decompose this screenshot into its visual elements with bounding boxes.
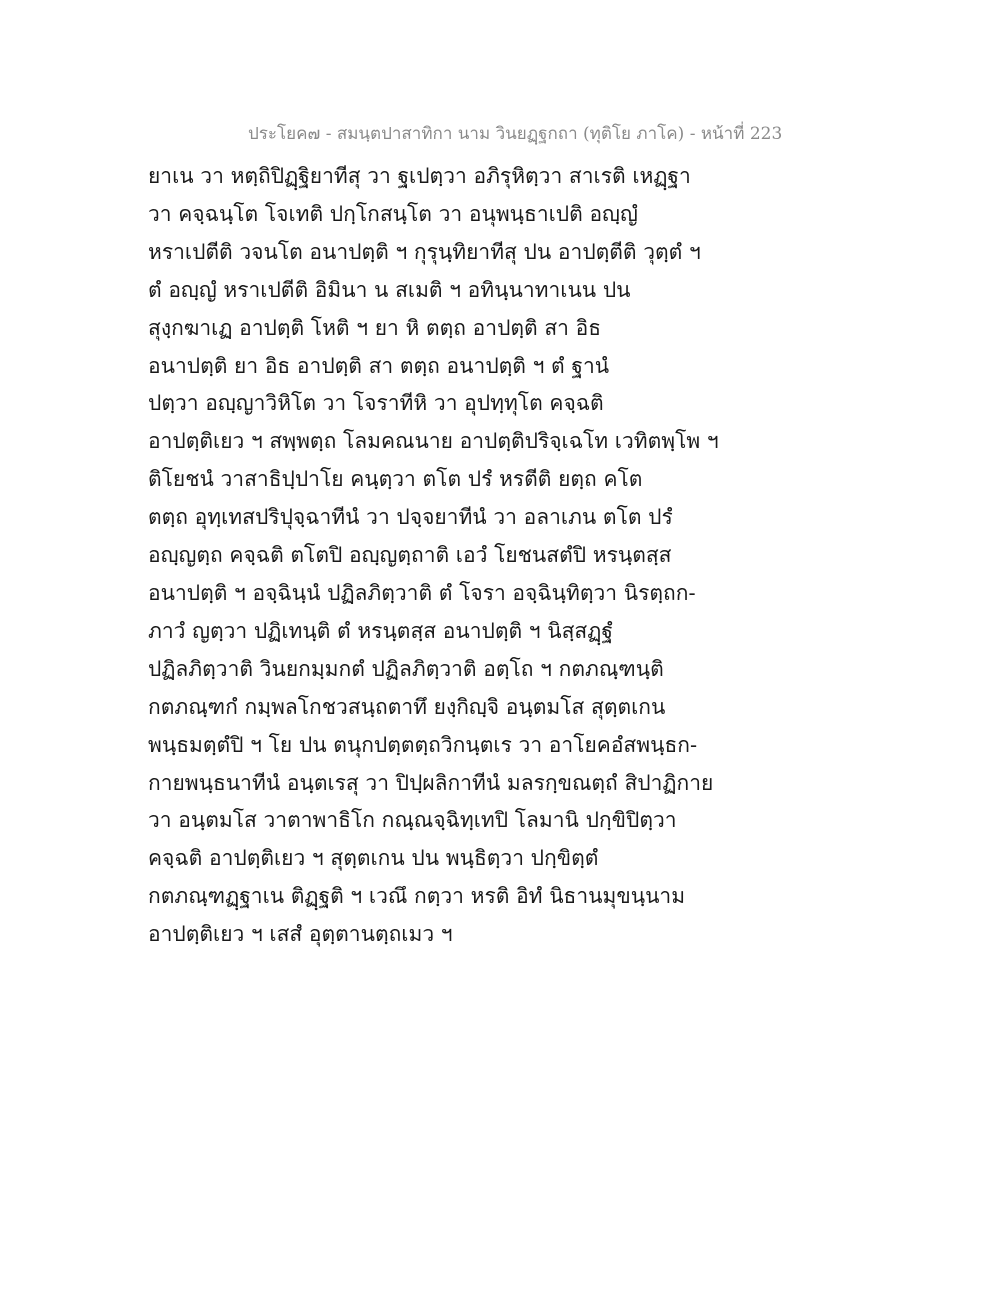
text-line: ปฏิลภิตฺวาติ วินยกมฺมกตํ ปฏิลภิตฺวาติ อตฺโถ ฯ กตภณฺฑนฺติ — [148, 656, 664, 681]
text-line: วา คจฺฉนฺโต โจเทติ ปกฺโกสนฺโต วา อนุพนฺธาเปติ อญฺญํ — [148, 201, 638, 226]
text-line: ภาวํ ญตฺวา ปฏิเทนฺติ ตํ หรนฺตสฺส อนาปตฺติ ฯ นิสฺสฏฺฐํ — [148, 618, 613, 643]
text-line: อญฺญตฺถ คจฺฉติ ตโตปิ อญฺญตฺถาติ เอวํ โยชนสตํปิ หรนฺตสฺส — [148, 543, 672, 568]
text-line: อนาปตฺติ ฯ อจฺฉินฺนํ ปฏิลภิตฺวาติ ตํ โจรา อจฺฉินฺทิตฺวา นิรตฺถก- — [148, 580, 696, 605]
text-line: อนาปตฺติ ยา อิธ อาปตฺติ สา ตตฺถ อนาปตฺติ ฯ ตํ ฐานํ — [148, 353, 610, 378]
text-line: กตภณฺฑฏฺฐาเน ติฏฺฐติ ฯ เวณึ กตฺวา หรติ อิทํ นิธานมุขนฺนาม — [148, 884, 686, 909]
text-line: ปตฺวา อญฺญาวิหิโต วา โจราทีหิ วา อุปทฺทุโต คจฺฉติ — [148, 391, 604, 416]
text-line: ยาเน วา หตฺถิปิฏฺฐิยาทีสุ วา ฐเปตฺวา อภิรุหิตฺวา สาเรติ เหฏฺฐา — [148, 164, 691, 188]
text-line: ตํ อญฺญํ หราเปตีติ อิมินา น สเมติ ฯ อทินฺนาทาเนน ปน — [148, 277, 631, 302]
text-line: พนฺธมตฺตํปิ ฯ โย ปน ตนุกปตฺตตฺถวิกนฺตเร วา อาโยคอํสพนฺธก- — [148, 732, 698, 757]
text-line: อาปตฺติเยว ฯ สพฺพตฺถ โลมคณนาย อาปตฺติปริจฺเฉโท เวทิตพฺโพ ฯ — [148, 429, 719, 454]
text-line: ตตฺถ อุทฺเทสปริปุจฺฉาทีนํ วา ปจฺจยาทีนํ วา อลาเภน ตโต ปรํ — [148, 505, 673, 530]
text-line: ติโยชนํ วาสาธิปฺปาโย คนฺตฺวา ตโต ปรํ หรตีติ ยตฺถ คโต — [148, 467, 643, 492]
text-line: คจฺฉติ อาปตฺติเยว ฯ สุตฺตเกน ปน พนฺธิตฺวา ปกฺขิตฺตํ — [148, 846, 599, 871]
text-line: หราเปตีติ วจนโต อนาปตฺติ ฯ กุรุนฺทิยาทีสุ ปน อาปตฺตีติ วุตฺตํ ฯ — [148, 239, 701, 264]
body-text — [148, 158, 719, 954]
text-line: อาปตฺติเยว ฯ เสสํ อุตฺตานตฺถเมว ฯ — [148, 922, 453, 947]
text-line: กตภณฺฑกํ กมฺพลโกชวสนฺถตาทึ ยงฺกิญฺจิ อนฺตมโส สุตฺตเกน — [148, 694, 666, 719]
text-line: สุงฺกฆาเฏ อาปตฺติ โหติ ฯ ยา หิ ตตฺถ อาปตฺติ สา อิธ — [148, 315, 602, 340]
page-header: ประโยค๗ - สมนฺตปาสาทิกา นาม วินยฏฺฐกถา (ทุติโย ภาโค) - หน้าที่ 223 — [248, 124, 783, 144]
text-line: กายพนฺธนาทีนํ อนฺตเรสุ วา ปิปฺผลิกาทีนํ มลรกฺขณตฺถํ สิปาฏิกาย — [148, 770, 714, 795]
text-line: วา อนฺตมโส วาตาพาธิโก กณฺณจฺฉิทฺเทปิ โลมานิ ปกฺขิปิตฺวา — [148, 808, 677, 833]
